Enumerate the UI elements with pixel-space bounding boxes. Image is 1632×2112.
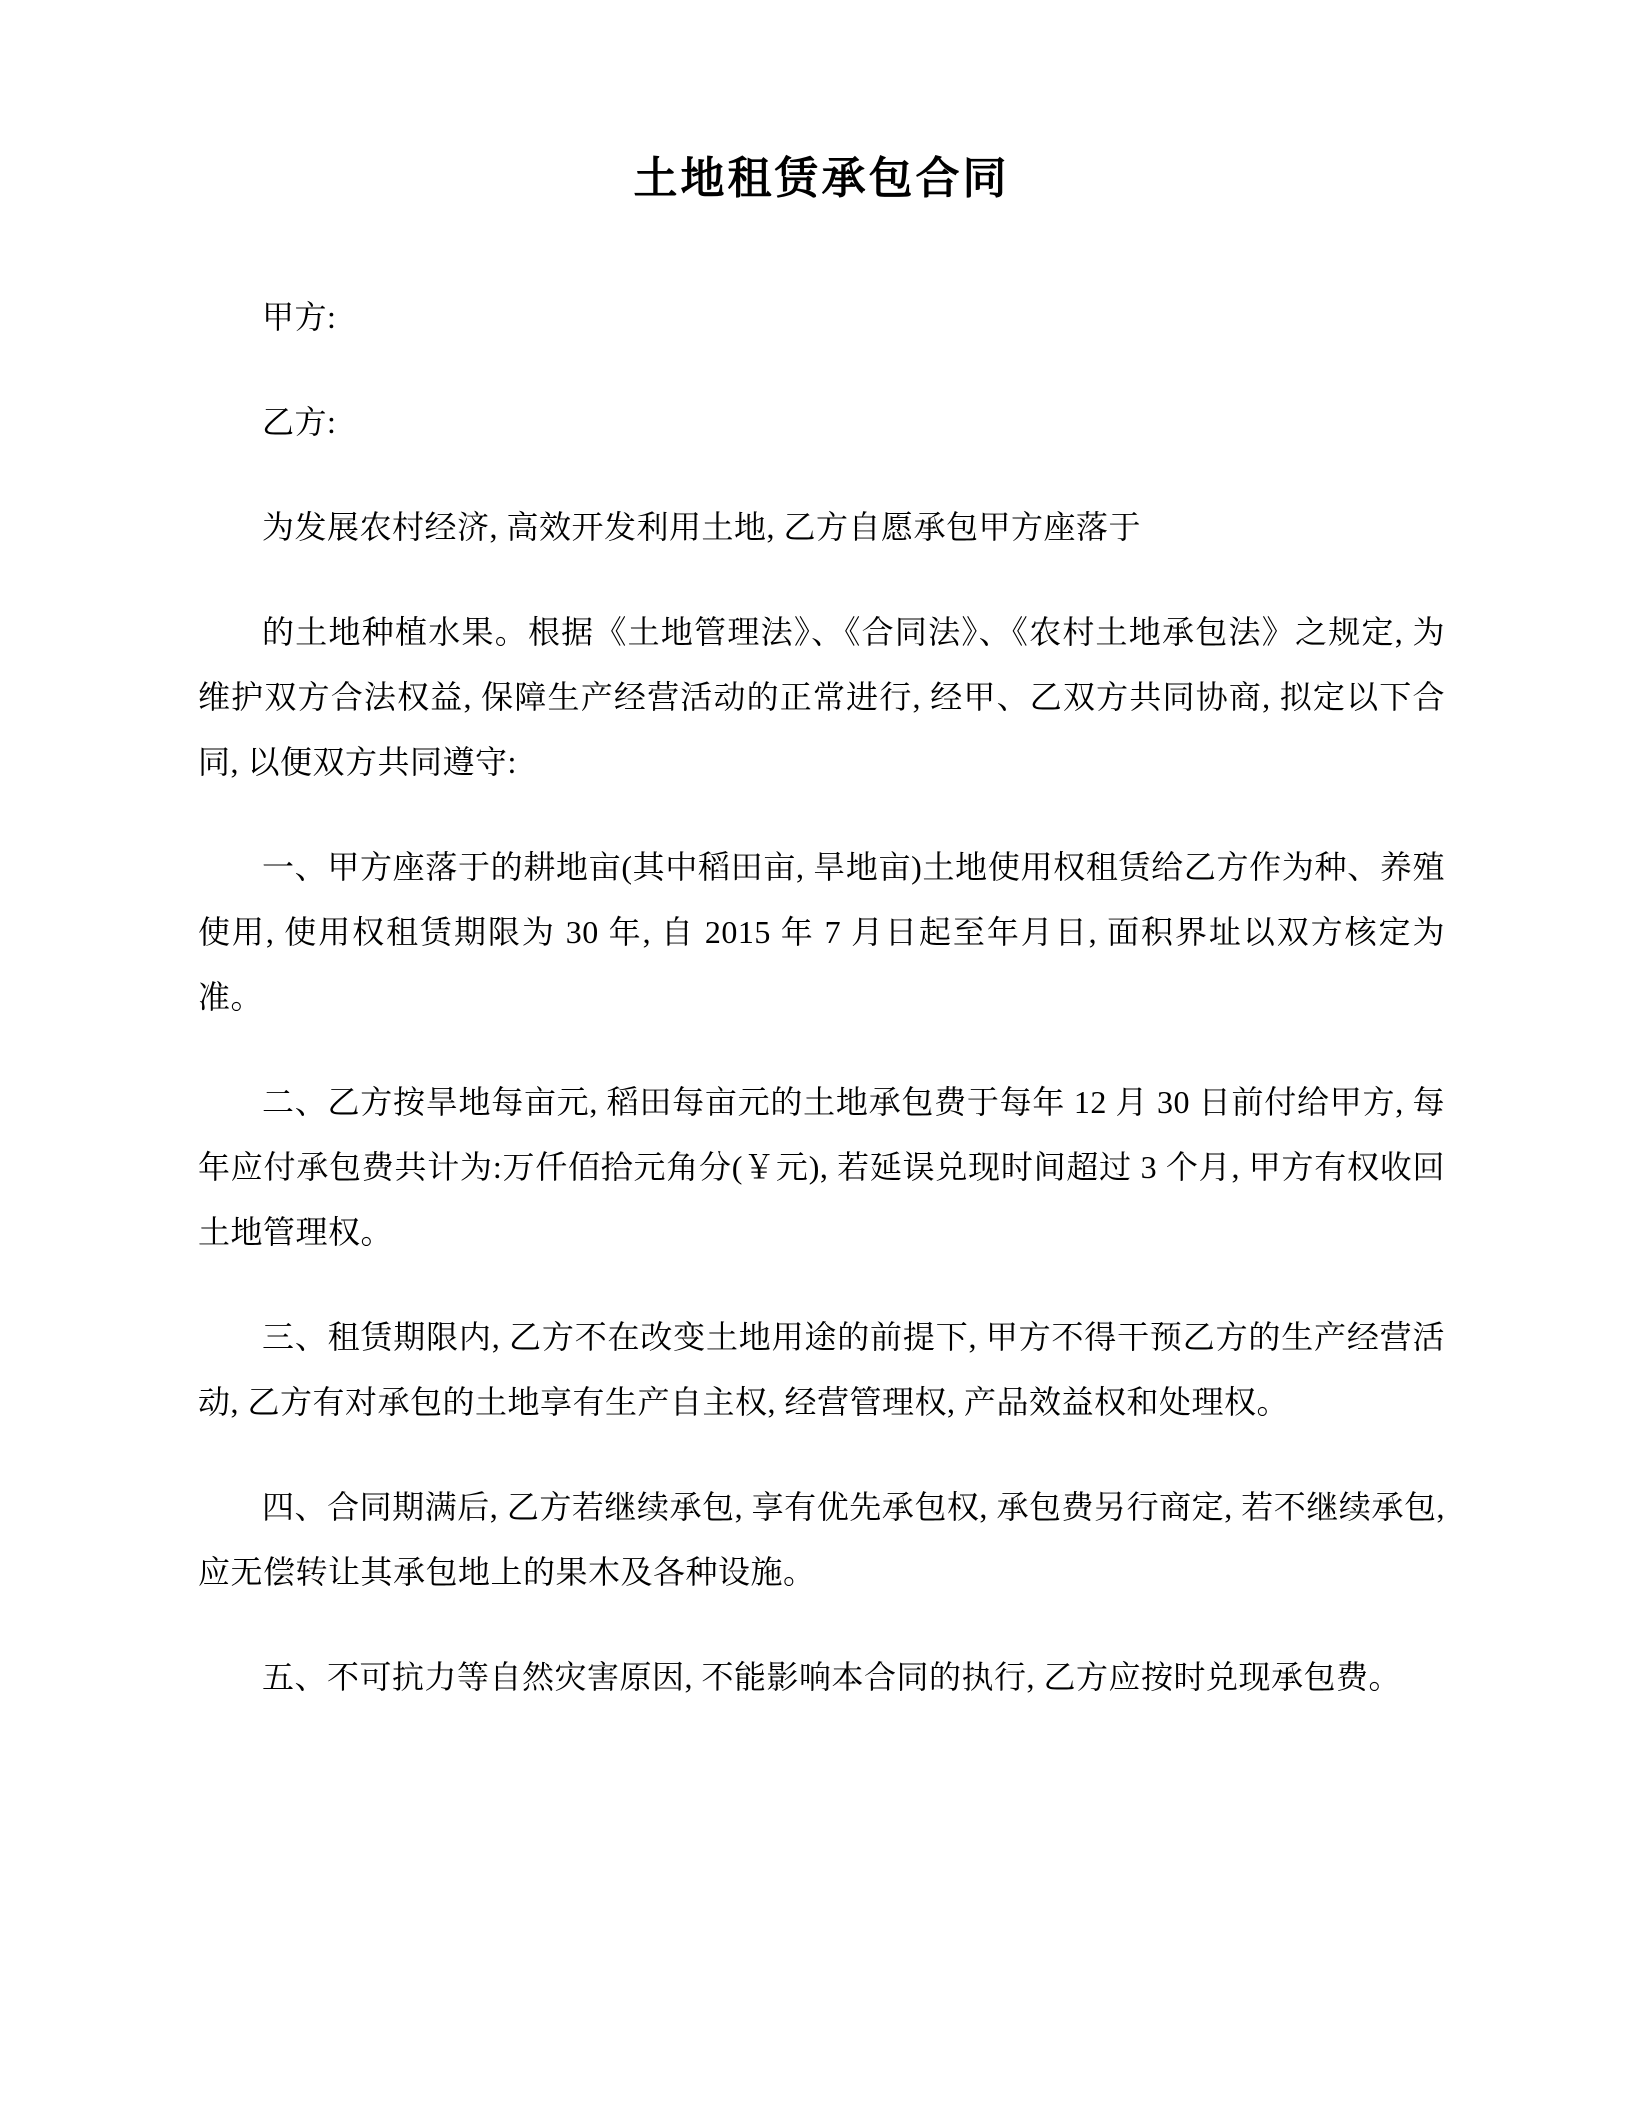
preamble-paragraph-1: 为发展农村经济, 高效开发利用土地, 乙方自愿承包甲方座落于	[262, 509, 1142, 546]
party-a-line: 甲方:	[262, 299, 337, 336]
document-title: 土地租赁承包合同	[633, 154, 1010, 203]
party-b-line: 乙方:	[262, 404, 337, 441]
preamble-paragraph-2: 的土地种植水果。根据《土地管理法》、《合同法》、《农村土地承包法》之规定, 为维护双方合法权益, 保障生产经营活动的正常进行, 经甲、乙双方共同协商, 拟定以下合同, 以便双方共同遵守:	[198, 614, 1445, 781]
clause-3: 三、租赁期限内, 乙方不在改变土地用途的前提下, 甲方不得干预乙方的生产经营活动, 乙方有对承包的土地享有生产自主权, 经营管理权, 产品效益权和处理权。	[198, 1319, 1445, 1421]
clause-4: 四、合同期满后, 乙方若继续承包, 享有优先承包权, 承包费另行商定, 若不继续承包, 应无偿转让其承包地上的果木及各种设施。	[198, 1489, 1445, 1591]
clause-2: 二、乙方按旱地每亩元, 稻田每亩元的土地承包费于每年 12 月 30 日前付给甲方, 每年应付承包费共计为:万仟佰拾元角分(￥元), 若延误兑现时间超过 3 个月, 甲方有权收回土地管理权。	[198, 1084, 1445, 1251]
clause-5: 五、不可抗力等自然灾害原因, 不能影响本合同的执行, 乙方应按时兑现承包费。	[262, 1659, 1402, 1696]
clause-1: 一、甲方座落于的耕地亩(其中稻田亩, 旱地亩)土地使用权租赁给乙方作为种、养殖使用, 使用权租赁期限为 30 年, 自 2015 年 7 月日起至年月日, 面积界址以双方核定为准。	[198, 849, 1445, 1016]
